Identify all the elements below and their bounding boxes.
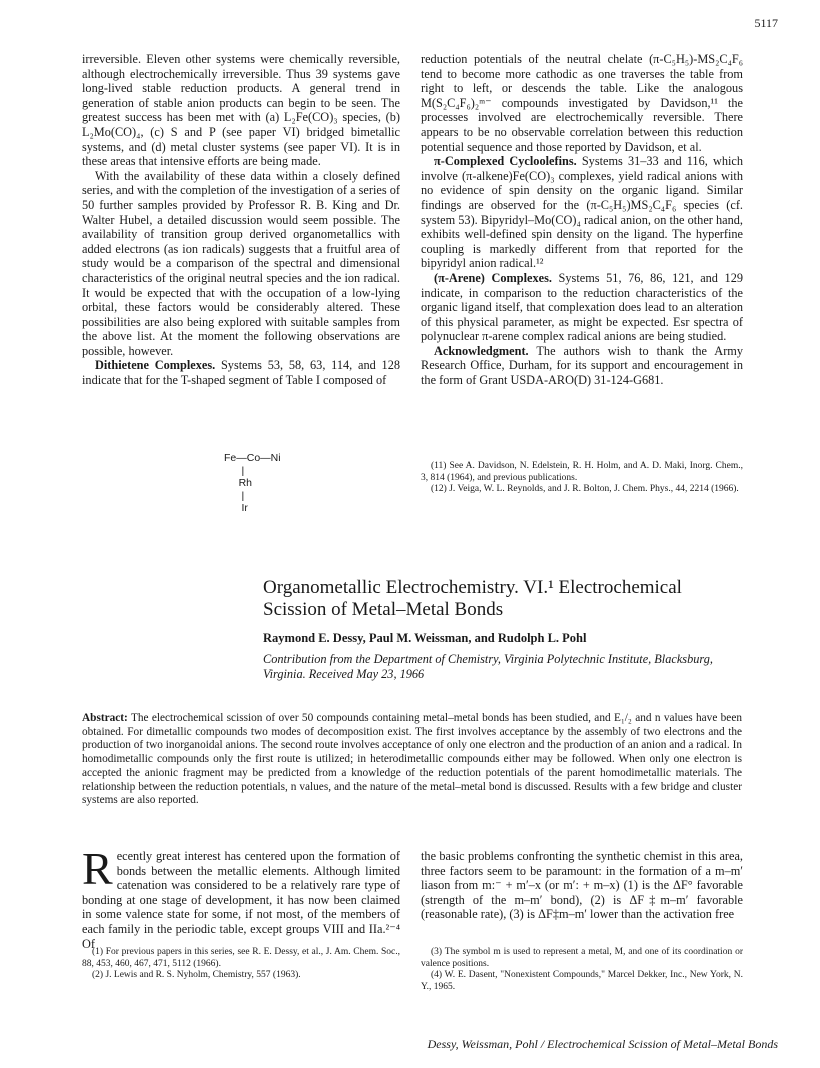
- paragraph: With the availability of these data within a closely defined series, and with the completion of the investigation of a series of 50 further samples provided by Professor R. B. King and Dr. Walter Hubel, a detailed discussion would seem possible. The availability of transition group derived organometallics with added electrons (as ion radicals) suggests that a fruitful area of study would be a comparison of the spectral and dimensional characteristics of the original neutral species and the ion radical. It would be expected that with the occupation of a low-lying orbital, these factors would be considerably altered. These possibilities are also being explored with suitable samples from the above list. At the moment the following observations are possible, however.: [82, 168, 400, 358]
- drop-cap: R: [82, 843, 113, 894]
- received-date: Received May 23, 1966: [308, 667, 425, 681]
- section-heading: Dithietene Complexes.: [95, 358, 216, 373]
- abstract-label: Abstract:: [82, 712, 128, 724]
- bottom-footnotes-right: [421, 947, 743, 993]
- chem-structure: Fe—Co—Ni | Rh | Ir: [224, 452, 281, 514]
- top-footnotes: [421, 461, 743, 496]
- top-left-column: [82, 52, 400, 388]
- footnote: (4) W. E. Dasent, "Nonexistent Compounds," Marcel Dekker, Inc., New York, N. Y., 1965.: [421, 970, 743, 992]
- section-heading: Acknowledgment.: [434, 343, 529, 358]
- paragraph: reduction potentials of the neutral chelate (π-C₅H₅)-MS₂C₄F₆ tend to become more cathodic as one traverses the table from right to left, or descends the table. Like the analogous M(S₂C₄F₆)₂ᵐ⁻ compounds investigated by Davidson,¹¹ the processes involved are electrochemically reversible. There appears to be no observable correlation between this reduction potential sequence and those reported by Davidson, et al.: [421, 52, 743, 154]
- paragraph: Dithietene Complexes. Systems 53, 58, 63, 114, and 128 indicate that for the T-shaped segment of Table I composed of: [82, 358, 400, 388]
- bottom-footnotes-left: [82, 947, 400, 982]
- paragraph: irreversible. Eleven other systems were chemically reversible, although electrochemically irreversible. Thus 39 systems gave long-lived stable reduction products. A general trend in generation of stable anion products can begin to be seen. The greatest success has been met with (a) L₂Fe(CO)₃ species, (b) L₂Mo(CO)₄, (c) S and P (see paper VI) bridged bimetallic systems, and (d) metal cluster systems (see paper VI). It is in these areas that intensive efforts are being made.: [82, 52, 400, 169]
- paragraph: Acknowledgment. The authors wish to thank the Army Research Office, Durham, for its support and encouragement in the form of Grant USDA-ARO(D) 31-124-G681.: [421, 343, 743, 388]
- footnote: (11) See A. Davidson, N. Edelstein, R. H. Holm, and A. D. Maki, Inorg. Chem., 3, 814 (1964), and previous publications.: [421, 461, 743, 483]
- abstract: Abstract: The electrochemical scission of over 50 compounds containing metal–metal bonds has been studied, and E₁/₂ and n values have been obtained. For dimetallic compounds two modes of decomposition exist. The first involves acceptance by the assembly of two electrons and the production of two inorganoidal anions. The second route involves acceptance of only one electron and the production of an anion and a radical. In homodimetallic compounds only the first route is utilized; in heterodimetallic compounds either may be followed. When only one electron is accepted the anionic fragment may be predicted from a knowledge of the reduction potentials of the parent homodimetallic materials. The relationship between the reduction potentials, n values, and the nature of the metal–metal bond is discussed. Results with a few bridge and cluster systems are also reported.: [82, 712, 742, 807]
- paragraph: the basic problems confronting the synthetic chemist in this area, three factors seem to be paramount: in the formation of a m–m′ liason from m:⁻ + m′–x (or m′: + m–x) (1) is the ΔF° favorable (strength of the m–m′ bond), (2) is ΔF‡m–m′ favorable (reasonable rate), (3) is ΔF‡m–m′ lower than the activation free: [421, 849, 743, 922]
- paragraph: π-Complexed Cycloolefins. Systems 31–33 and 116, which involve (π-alkene)Fe(CO)₃ complexes, yield radical anions with no evidence of spin density on the organic ligand. Similar findings are observed for the (π-C₅H₅)MS₂C₄F₆ species (cf. system 53). Bipyridyl–Mo(CO)₄ radical anion, on the other hand, exhibits well-defined spin density on the ligand. The hyperfine coupling is markedly different from that reported for the bipyridyl anion radical.¹²: [421, 154, 743, 271]
- body-right-column: [421, 849, 743, 922]
- footnote: (3) The symbol m is used to represent a metal, M, and one of its coordination or valence positions.: [421, 947, 743, 969]
- section-heading: π-Complexed Cycloolefins.: [434, 154, 577, 169]
- page-number: 5117: [754, 16, 778, 30]
- section-heading: (π-Arene) Complexes.: [434, 270, 552, 285]
- top-right-column: [421, 52, 743, 388]
- authors: Raymond E. Dessy, Paul M. Weissman, and Rudolph L. Pohl: [263, 631, 587, 645]
- body-left-column: [82, 843, 400, 951]
- article-title: Organometallic Electrochemistry. VI.¹ Electrochemical Scission of Metal–Metal Bonds: [263, 577, 682, 620]
- paragraph: (π-Arene) Complexes. Systems 51, 76, 86, 121, and 129 indicate, in comparison to the reduction characteristics of the organic ligand itself, that complexation does lead to an alteration of this physical parameter, as might be expected. Esr spectra of polynuclear π-arene complex radical anions are being studied.: [421, 270, 743, 344]
- footnote: (1) For previous papers in this series, see R. E. Dessy, et al., J. Am. Chem. Soc., 88, 453, 460, 467, 471, 5112 (1966).: [82, 947, 400, 969]
- paragraph: Recently great interest has centered upon the formation of bonds between the metallic elements. Although limited catenation was considered to be a relatively rare type of bonding at one stage of development, it has now been claimed in some valence state for some, if not most, of the members of each family in the periodic table, except groups VIII and IIa.²⁻⁴ Of: [82, 843, 400, 951]
- footnote: (12) J. Veiga, W. L. Reynolds, and J. R. Bolton, J. Chem. Phys., 44, 2214 (1966).: [431, 484, 739, 494]
- footnote: (2) J. Lewis and R. S. Nyholm, Chemistry, 557 (1963).: [92, 970, 301, 980]
- running-footer: Dessy, Weissman, Pohl / Electrochemical Scission of Metal–Metal Bonds: [427, 1037, 778, 1051]
- affiliation: Contribution from the Department of Chemistry, Virginia Polytechnic Institute, Blacksburg, Virginia. Received May 23, 1966: [263, 652, 713, 681]
